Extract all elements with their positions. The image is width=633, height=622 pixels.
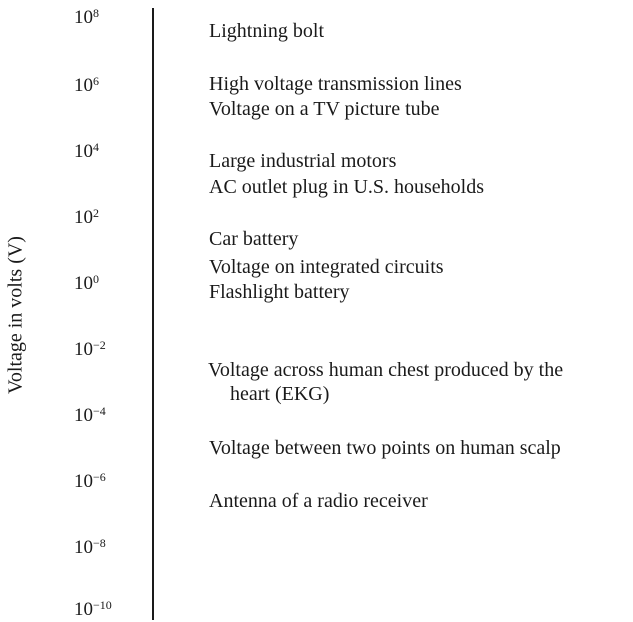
tick-1e-2 — [74, 340, 106, 359]
tick-base: 10 — [74, 471, 93, 492]
annotation-ekg-line1: Voltage across human chest produced by the — [208, 359, 564, 381]
tick-base: 10 — [74, 141, 93, 162]
annotation-industrial-motors: Large industrial motors — [209, 150, 397, 172]
tick-exponent: 4 — [93, 140, 99, 154]
tick-1e-10 — [74, 600, 112, 619]
annotation-ekg-line2: heart (EKG) — [230, 383, 330, 406]
tick-exponent: −4 — [93, 404, 106, 418]
tick-base: 10 — [74, 273, 93, 294]
annotation-human-scalp: Voltage between two points on human scalp — [209, 437, 561, 459]
tick-exponent: −10 — [93, 598, 112, 612]
tick-exponent: −6 — [93, 470, 106, 484]
tick-base: 10 — [74, 537, 93, 558]
annotation-integrated-circuits: Voltage on integrated circuits — [209, 256, 444, 278]
annotation-tv-picture-tube: Voltage on a TV picture tube — [209, 98, 440, 120]
annotation-lightning-bolt: Lightning bolt — [209, 20, 324, 42]
tick-1e0 — [74, 274, 99, 293]
tick-1e-4 — [74, 406, 106, 425]
tick-base: 10 — [74, 405, 93, 426]
tick-base: 10 — [74, 75, 93, 96]
tick-base: 10 — [74, 207, 93, 228]
tick-exponent: 0 — [93, 272, 99, 286]
tick-exponent: −2 — [93, 338, 106, 352]
tick-exponent: 6 — [93, 74, 99, 88]
tick-exponent: 8 — [93, 6, 99, 20]
tick-1e-8 — [74, 538, 106, 557]
axis-title: Voltage in volts (V) — [4, 236, 27, 394]
annotation-flashlight-battery: Flashlight battery — [209, 281, 350, 303]
tick-1e4 — [74, 142, 99, 161]
tick-1e6 — [74, 76, 99, 95]
annotation-car-battery: Car battery — [209, 228, 299, 250]
annotation-radio-antenna: Antenna of a radio receiver — [209, 490, 428, 512]
tick-base: 10 — [74, 599, 93, 620]
tick-1e8 — [74, 8, 99, 27]
annotation-ekg — [208, 358, 628, 407]
tick-exponent: −8 — [93, 536, 106, 550]
tick-1e2 — [74, 208, 99, 227]
tick-1e-6 — [74, 472, 106, 491]
tick-base: 10 — [74, 7, 93, 28]
annotation-ac-outlet: AC outlet plug in U.S. households — [209, 176, 485, 198]
tick-base: 10 — [74, 339, 93, 360]
annotation-transmission-lines: High voltage transmission lines — [209, 73, 462, 95]
voltage-axis-line — [152, 8, 154, 620]
tick-exponent: 2 — [93, 206, 99, 220]
